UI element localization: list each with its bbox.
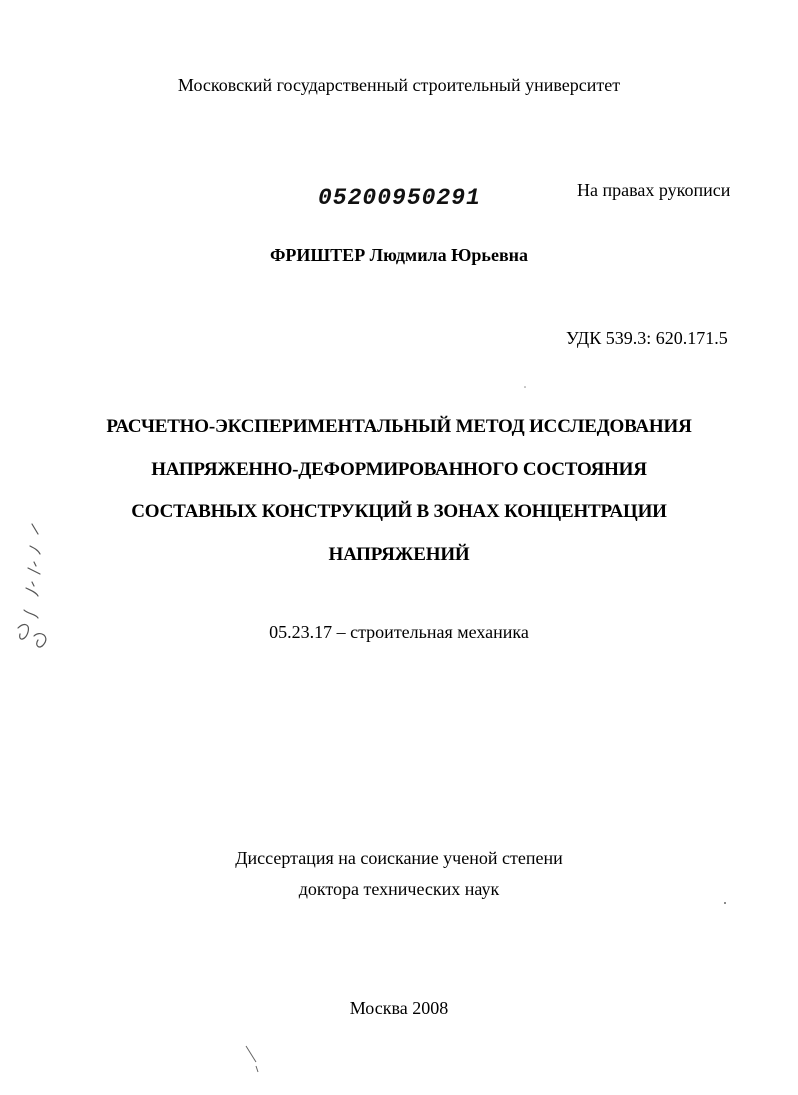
manuscript-rights-note: На правах рукописи [577, 180, 731, 200]
author-name: ФРИШТЕР Людмила Юрьевна [269, 245, 529, 265]
dissertation-title [0, 406, 798, 576]
title-line-2: НАПРЯЖЕННО-ДЕФОРМИРОВАННОГО СОСТОЯНИЯ [151, 458, 647, 480]
specialty-code: 05.23.17 – строительная механика [269, 622, 529, 642]
udk-code: УДК 539.3: 620.171.5 [566, 328, 728, 348]
city-year: Москва 2008 [349, 998, 449, 1018]
university-name: Московский государственный строительный университет [177, 75, 621, 95]
degree-statement [0, 843, 798, 905]
degree-line-2: доктора технических наук [298, 879, 500, 899]
handwritten-signature-mark [10, 518, 60, 658]
title-line-1: РАСЧЕТНО-ЭКСПЕРИМЕНТАЛЬНЫЙ МЕТОД ИССЛЕДОВАНИЯ [106, 416, 692, 437]
title-line-4: НАПРЯЖЕНИЙ [328, 543, 470, 565]
scan-artifact-dot [720, 898, 730, 908]
degree-line-1: Диссертация на соискание ученой степени [235, 848, 563, 868]
archive-number-stamp: 05200950291 [318, 185, 481, 211]
scan-artifact-dot [520, 382, 530, 392]
scan-artifact-mark [240, 1042, 270, 1082]
title-line-3: СОСТАВНЫХ КОНСТРУКЦИЙ В ЗОНАХ КОНЦЕНТРАЦИИ [131, 501, 667, 522]
